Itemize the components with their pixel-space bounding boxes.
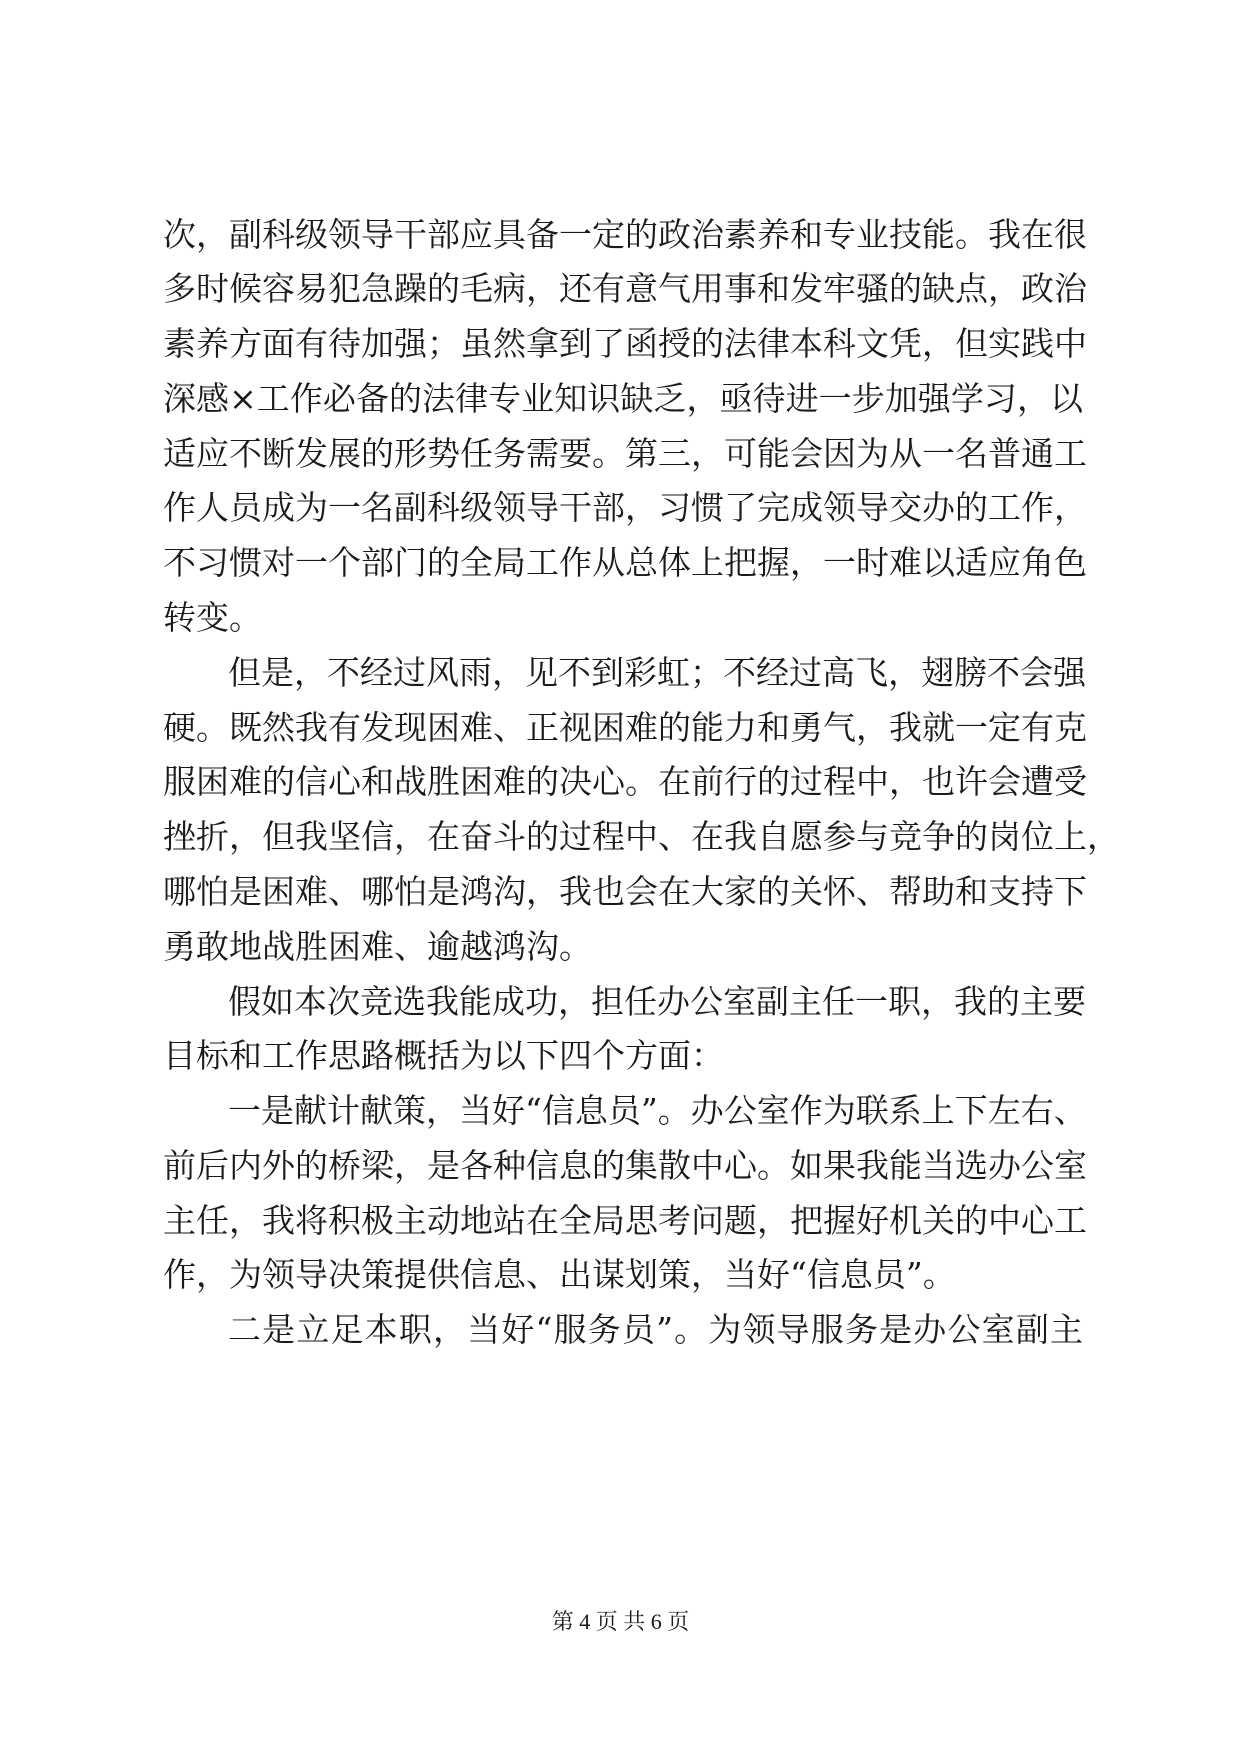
p1-line-6: 作人员成为一名副科级领导干部，习惯了完成领导交办的工作， [163,488,1087,527]
p1-line-2: 多时候容易犯急躁的毛病，还有意气用事和发牢骚的缺点，政治 [163,269,1087,308]
p1-line-5: 适应不断发展的形势任务需要。第三，可能会因为从一名普通工 [163,434,1087,473]
p4-line-1: 一是献计献策，当好“信息员”。办公室作为联系上下左右、 [228,1091,1087,1130]
p3-line-2: 目标和工作思路概括为以下四个方面： [163,1036,724,1075]
p1-line-3: 素养方面有待加强；虽然拿到了函授的法律本科文凭，但实践中 [163,324,1087,363]
p5-line-1: 二是立足本职，当好“服务员”。为领导服务是办公室副主 [228,1310,1083,1349]
p1-line-4: 深感×工作必备的法律专业知识缺乏，亟待进一步加强学习，以 [163,379,1083,418]
p4-line-2: 前后内外的桥梁，是各种信息的集散中心。如果我能当选办公室 [163,1146,1087,1185]
p2-line-6: 勇敢地战胜困难、逾越鸿沟。 [163,927,592,966]
p2-line-1: 但是，不经过风雨，见不到彩虹；不经过高飞，翅膀不会强 [228,653,1086,692]
p3-line-1: 假如本次竞选我能成功，担任办公室副主任一职，我的主要 [228,982,1086,1021]
p2-line-5: 哪怕是困难、哪怕是鸿沟，我也会在大家的关怀、帮助和支持下 [163,872,1087,911]
p1-line-8: 转变。 [163,598,262,637]
p2-line-3: 服困难的信心和战胜困难的决心。在前行的过程中，也许会遭受 [163,762,1087,801]
p4-line-3: 主任，我将积极主动地站在全局思考问题，把握好机关的中心工 [163,1201,1087,1240]
p1-line-1: 次，副科级领导干部应具备一定的政治素养和专业技能。我在很 [163,215,1087,254]
page-footer: 第 4 页 共 6 页 [551,1609,690,1634]
p2-line-2: 硬。既然我有发现困难、正视困难的能力和勇气，我就一定有克 [163,708,1087,747]
p4-line-4: 作，为领导决策提供信息、出谋划策，当好“信息员”。 [163,1255,956,1294]
p1-line-7: 不习惯对一个部门的全局工作从总体上把握，一时难以适应角色 [163,543,1087,582]
p2-line-4: 挫折，但我坚信，在奋斗的过程中、在我自愿参与竞争的岗位上， [163,817,1120,856]
